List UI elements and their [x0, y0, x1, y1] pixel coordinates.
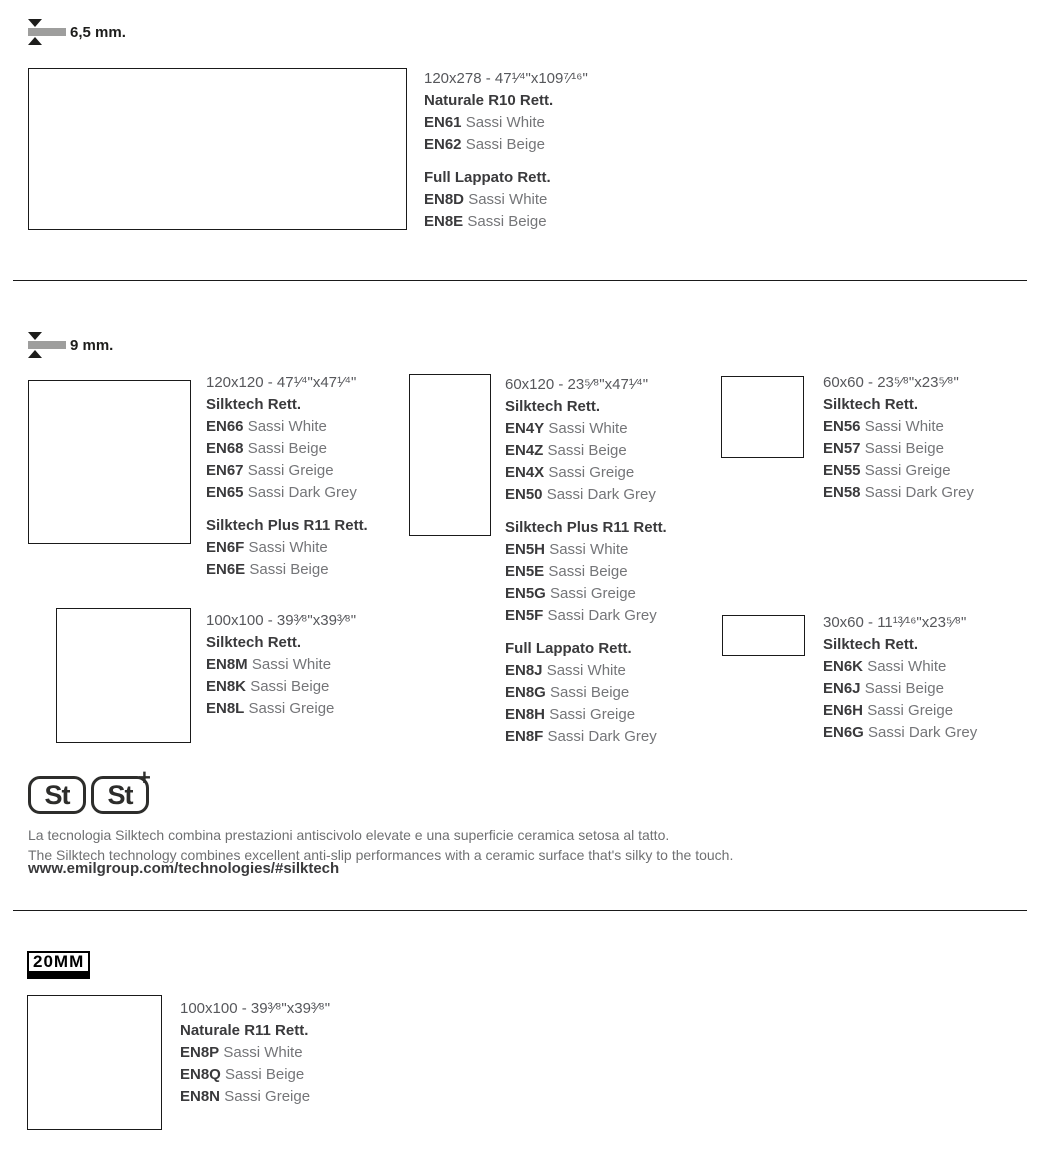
product-code: EN6H [823, 702, 864, 719]
finish-label: Full Lappato Rett. [505, 640, 632, 657]
product-line [505, 583, 667, 605]
tile-outline-60x60 [721, 376, 804, 458]
product-name: Sassi White [248, 539, 328, 556]
silktech-badge [28, 776, 86, 814]
product-name: Sassi Greige [248, 700, 335, 717]
product-code: EN66 [206, 418, 244, 435]
product-name: Sassi Dark Grey [247, 484, 357, 501]
product-code: EN65 [206, 484, 244, 501]
product-name: Sassi Beige [225, 1066, 305, 1083]
product-line [505, 484, 667, 506]
product-name: Sassi Greige [864, 462, 951, 479]
finish-label: Full Lappato Rett. [424, 169, 551, 186]
section-divider [13, 910, 1027, 911]
product-line [206, 676, 356, 698]
product-name: Sassi Beige [250, 678, 330, 695]
product-line [424, 189, 588, 211]
product-name: Sassi Beige [864, 440, 944, 457]
product-line [206, 698, 356, 720]
thickness-icon [28, 332, 68, 358]
product-name: Sassi White [864, 418, 944, 435]
product-code: EN8D [424, 191, 465, 208]
product-line [823, 460, 974, 482]
st-plus-logo: St [107, 779, 133, 810]
product-name: Sassi Beige [548, 563, 628, 580]
product-name: Sassi White [223, 1044, 303, 1061]
arrow-up-icon [28, 37, 42, 45]
product-name: Sassi Beige [247, 440, 327, 457]
product-code: EN58 [823, 484, 861, 501]
product-line [505, 660, 667, 682]
product-name: Sassi Greige [224, 1088, 311, 1105]
product-code: EN68 [206, 440, 244, 457]
product-line [206, 438, 368, 460]
silktech-link[interactable]: www.emilgroup.com/technologies/#silktech [28, 860, 340, 877]
product-name: Sassi White [546, 662, 626, 679]
product-name: Sassi Greige [867, 702, 954, 719]
product-code: EN8N [180, 1088, 221, 1105]
format-size: 120x120 - 47¹⁄⁴"x47¹⁄⁴" [206, 374, 357, 391]
thickness-bar [28, 28, 66, 36]
product-line [180, 1042, 330, 1064]
product-line [424, 211, 588, 233]
product-name: Sassi White [251, 656, 332, 673]
product-line [206, 482, 368, 504]
thickness-label: 6,5 mm. [70, 24, 126, 41]
product-code: EN61 [424, 114, 462, 131]
product-name: Sassi White [468, 191, 548, 208]
finish-label: Silktech Plus R11 Rett. [206, 517, 368, 534]
silktech-description-en: The Silktech technology combines excellent anti-slip performances with a ceramic surface that's silky to the touch. [28, 846, 734, 863]
tile-outline-120x120 [28, 380, 191, 544]
thickness-icon [28, 19, 68, 45]
product-name: Sassi Beige [467, 213, 547, 230]
thickness-label: 9 mm. [70, 337, 114, 354]
product-line [206, 559, 368, 581]
product-code: EN4Z [505, 442, 544, 459]
product-line [823, 722, 977, 744]
format-size: 60x120 - 23⁵⁄⁸"x47¹⁄⁴" [505, 376, 649, 393]
product-line [505, 440, 667, 462]
product-code: EN56 [823, 418, 861, 435]
product-code: EN8J [505, 662, 543, 679]
product-line [206, 537, 368, 559]
product-line [424, 112, 588, 134]
product-name: Sassi Dark Grey [547, 728, 657, 745]
arrow-down-icon [28, 19, 42, 27]
product-line [823, 482, 974, 504]
product-line [823, 678, 977, 700]
product-code: EN6F [206, 539, 245, 556]
format-info-60x60 [823, 372, 974, 504]
product-name: Sassi Greige [549, 706, 636, 723]
product-code: EN4Y [505, 420, 545, 437]
product-line [505, 682, 667, 704]
product-code: EN62 [424, 136, 462, 153]
product-name: Sassi Greige [548, 464, 635, 481]
product-name: Sassi Greige [247, 462, 334, 479]
format-info-60x120 [505, 374, 667, 748]
product-code: EN5F [505, 607, 544, 624]
product-name: Sassi Beige [864, 680, 944, 697]
product-code: EN8K [206, 678, 247, 695]
product-code: EN4X [505, 464, 545, 481]
product-name: Sassi White [548, 420, 628, 437]
product-name: Sassi Dark Grey [546, 486, 656, 503]
finish-label: Silktech Rett. [823, 636, 919, 653]
product-code: EN8E [424, 213, 464, 230]
product-code: EN6G [823, 724, 864, 741]
product-line [823, 700, 977, 722]
st-logo: St [44, 779, 70, 810]
plus-icon: + [138, 765, 151, 790]
product-name: Sassi White [465, 114, 545, 131]
product-code: EN5E [505, 563, 545, 580]
product-line [505, 726, 667, 748]
format-info-100x100 [206, 610, 356, 720]
product-name: Sassi White [867, 658, 947, 675]
product-name: Sassi Dark Grey [868, 724, 978, 741]
product-line [823, 438, 974, 460]
product-code: EN6E [206, 561, 246, 578]
product-line [505, 704, 667, 726]
product-name: Sassi White [549, 541, 629, 558]
product-line [206, 416, 368, 438]
product-line [505, 561, 667, 583]
format-info-120x120 [206, 372, 368, 581]
product-name: Sassi Beige [547, 442, 627, 459]
format-info-100x100-20mm [180, 998, 330, 1108]
format-info-30x60 [823, 612, 977, 744]
tile-outline-30x60 [722, 615, 805, 656]
product-code: EN8Q [180, 1066, 221, 1083]
product-name: Sassi Dark Grey [547, 607, 657, 624]
format-size: 60x60 - 23⁵⁄⁸"x23⁵⁄⁸" [823, 374, 959, 391]
product-line [505, 462, 667, 484]
silktech-description-it: La tecnologia Silktech combina prestazioni antiscivolo elevate e una superficie ceramica setosa al tatto. [28, 827, 670, 843]
product-line [505, 418, 667, 440]
product-name: Sassi Dark Grey [864, 484, 974, 501]
product-code: EN8H [505, 706, 546, 723]
product-code: EN57 [823, 440, 861, 457]
format-info-120x278 [424, 68, 588, 233]
product-line [505, 605, 667, 627]
product-line [823, 656, 977, 678]
product-code: EN6J [823, 680, 861, 697]
finish-label: Naturale R11 Rett. [180, 1022, 309, 1039]
product-code: EN55 [823, 462, 861, 479]
format-size: 120x278 - 47¹⁄⁴"x109⁷⁄¹⁶" [424, 70, 588, 87]
product-line [206, 654, 356, 676]
finish-label: Silktech Rett. [206, 396, 302, 413]
product-line [505, 539, 667, 561]
product-code: EN8P [180, 1044, 220, 1061]
product-line [424, 134, 588, 156]
product-name: Sassi Greige [550, 585, 636, 602]
product-line [823, 416, 974, 438]
thickness-bar [28, 341, 66, 349]
product-name: Sassi White [247, 418, 327, 435]
tile-outline-100x100 [56, 608, 191, 743]
product-code: EN8L [206, 700, 245, 717]
20mm-badge [27, 951, 90, 979]
finish-label: Silktech Rett. [206, 634, 302, 651]
finish-label: Silktech Rett. [823, 396, 919, 413]
format-size: 100x100 - 39³⁄⁸"x39³⁄⁸" [180, 1000, 331, 1017]
product-name: Sassi Beige [249, 561, 329, 578]
section-divider [13, 280, 1027, 281]
finish-label: Silktech Rett. [505, 398, 601, 415]
tile-outline-100x100-20mm [27, 995, 162, 1130]
arrow-down-icon [28, 332, 42, 340]
tile-outline-120x278 [28, 68, 407, 230]
product-line [180, 1086, 330, 1108]
product-code: EN8G [505, 684, 546, 701]
product-code: EN5G [505, 585, 546, 602]
product-code: EN50 [505, 486, 543, 503]
product-code: EN6K [823, 658, 864, 675]
20mm-badge-label: 20MM [29, 953, 88, 971]
finish-label: Naturale R10 Rett. [424, 92, 554, 109]
product-line [180, 1064, 330, 1086]
product-name: Sassi Beige [550, 684, 630, 701]
finish-label: Silktech Plus R11 Rett. [505, 519, 667, 536]
product-code: EN5H [505, 541, 546, 558]
arrow-up-icon [28, 350, 42, 358]
tile-outline-60x120 [409, 374, 491, 536]
product-code: EN8F [505, 728, 544, 745]
format-size: 100x100 - 39³⁄⁸"x39³⁄⁸" [206, 612, 357, 629]
format-size: 30x60 - 11¹³⁄¹⁶"x23⁵⁄⁸" [823, 614, 967, 631]
product-code: EN67 [206, 462, 244, 479]
product-code: EN8M [206, 656, 248, 673]
product-name: Sassi Beige [465, 136, 545, 153]
product-line [206, 460, 368, 482]
